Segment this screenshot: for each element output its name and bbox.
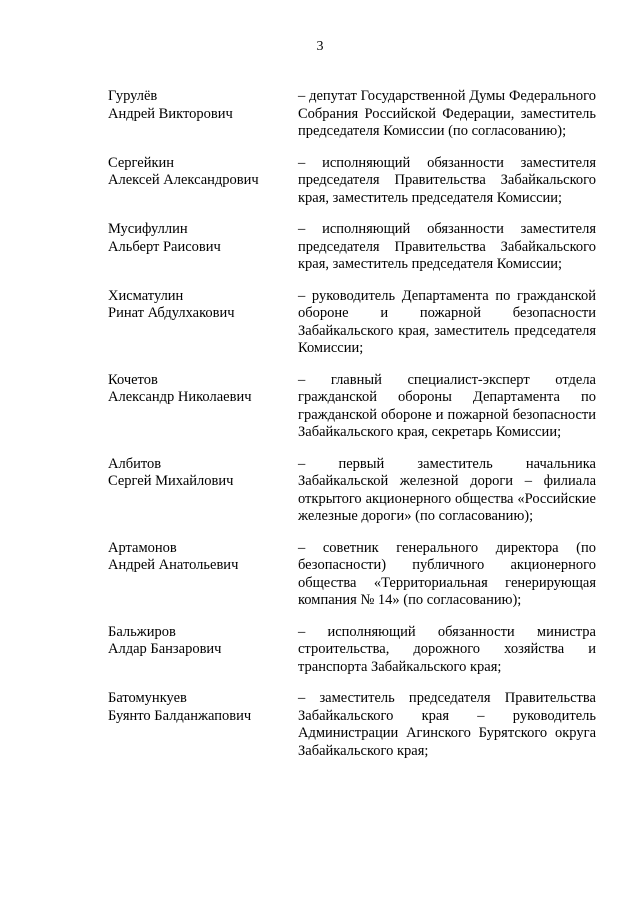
member-name: [108, 155, 298, 208]
member-given-names: Буянто Балданжапович: [108, 707, 252, 724]
commission-members-list: [108, 88, 596, 774]
member-surname: Мусифуллин: [108, 221, 188, 237]
member-surname: Артамонов: [108, 539, 177, 556]
member-given-names: Алдар Банзарович: [108, 641, 222, 657]
member-role: – исполняющий обязанности министра строительства, дорожного хозяйства и транспорта Забайкальского края;: [298, 623, 596, 675]
member-role: – главный специалист-эксперт отдела гражданской обороны Департамента по гражданской обороне и пожарной безопасности Забайкальского края, секретарь Комиссии;: [298, 371, 596, 440]
member-role: – исполняющий обязанности заместителя председателя Правительства Забайкальского края, заместитель председателя Комиссии;: [298, 221, 596, 272]
member-role: – первый заместитель начальника Забайкальской железной дороги – филиала открытого акционерного общества «Российские железные дороги» (по согласованию);: [298, 455, 596, 524]
member-name: [108, 690, 298, 760]
member-entry: [108, 155, 596, 208]
member-given-names: Андрей Викторович: [108, 105, 233, 122]
member-given-names: Сергей Михайлович: [108, 473, 234, 489]
member-entry: [108, 288, 596, 358]
member-entry: [108, 88, 596, 141]
member-name: [108, 288, 298, 358]
member-surname: Бальжиров: [108, 623, 176, 640]
member-entry: [108, 690, 596, 760]
member-given-names: Альберт Раисович: [108, 238, 221, 255]
page-number: 3: [316, 39, 324, 54]
member-name: [108, 372, 298, 442]
member-entry: [108, 221, 596, 274]
member-entry: [108, 624, 596, 677]
member-name: [108, 88, 298, 141]
member-entry: [108, 540, 596, 610]
member-given-names: Ринат Абдулхакович: [108, 305, 235, 321]
member-role: – депутат Государственной Думы Федерального Собрания Российской Федерации, заместитель председателя Комиссии (по согласованию);: [298, 88, 596, 139]
member-surname: Кочетов: [108, 371, 158, 388]
member-role: – руководитель Департамента по гражданской обороне и пожарной безопасности Забайкальского края, заместитель председателя Комиссии;: [298, 287, 596, 356]
member-surname: Сергейкин: [108, 154, 175, 171]
member-name: [108, 221, 298, 274]
member-name: [108, 456, 298, 526]
member-role: – исполняющий обязанности заместителя председателя Правительства Забайкальского края, заместитель председателя Комиссии;: [298, 154, 596, 206]
member-surname: Батомункуев: [108, 690, 187, 706]
member-entry: [108, 456, 596, 526]
member-role: – советник генерального директора (по безопасности) публичного акционерного общества «Территориальная генерирующая компания № 14» (по согласованию);: [298, 539, 596, 608]
member-given-names: Алексей Александрович: [108, 172, 259, 188]
member-entry: [108, 372, 596, 442]
member-surname: Гурулёв: [108, 88, 158, 104]
member-surname: Хисматулин: [108, 287, 184, 304]
member-surname: Албитов: [108, 455, 162, 472]
member-role: – заместитель председателя Правительства Забайкальского края – руководитель Администрации Агинского Бурятского округа Забайкальского края;: [298, 690, 596, 759]
member-name: [108, 540, 298, 610]
member-name: [108, 624, 298, 677]
member-given-names: Александр Николаевич: [108, 389, 252, 405]
member-given-names: Андрей Анатольевич: [108, 557, 239, 573]
